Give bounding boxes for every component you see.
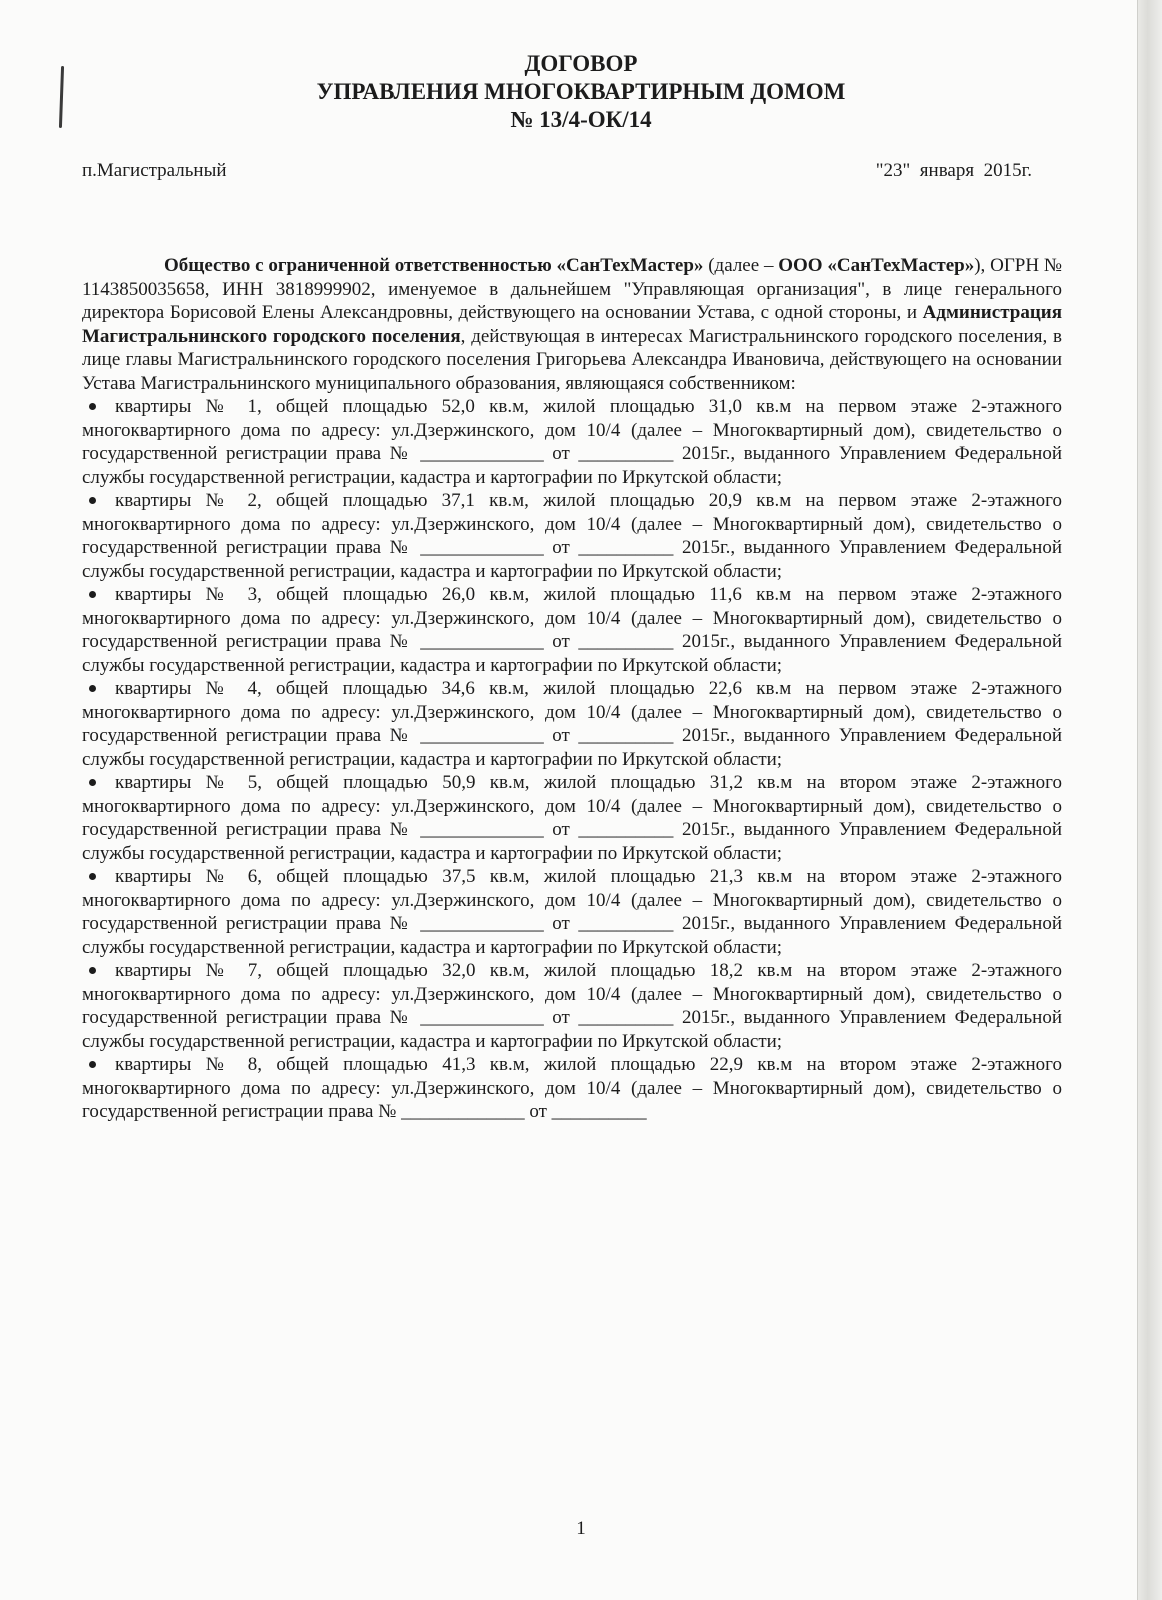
list-item bbox=[82, 865, 1062, 959]
apartment-text: квартиры № 1, общей площадью 52,0 кв.м, жилой площадью 31,0 кв.м на первом этаже 2-этажного многоквартирного дома по адресу: ул.Дзержинского, дом 10/4 (далее – Многоквартирный дом), свидетельство о государственной регистрации права № _____________ от __________ 2015г., выданного Управлением Федеральной службы государственной регистрации, кадастра и картографии по Иркутской области; bbox=[82, 396, 1062, 488]
contract-body bbox=[82, 254, 1062, 1124]
bullet-icon bbox=[89, 685, 96, 692]
apartment-text: квартиры № 7, общей площадью 32,0 кв.м, жилой площадью 18,2 кв.м на втором этаже 2-этажного многоквартирного дома по адресу: ул.Дзержинского, дом 10/4 (далее – Многоквартирный дом), свидетельство о государственной регистрации права № _____________ от __________ 2015г., выданного Управлением Федеральной службы государственной регистрации, кадастра и картографии по Иркутской области; bbox=[82, 960, 1062, 1052]
title-line: ДОГОВОР bbox=[524, 51, 638, 76]
contract-place: п.Магистральный bbox=[82, 160, 227, 181]
list-item bbox=[82, 583, 1062, 677]
list-item bbox=[82, 959, 1062, 1053]
document-title bbox=[0, 50, 1162, 134]
party1-details: ), ОГРН № 1143850035658, ИНН 3818999902, именуемое в дальнейшем "Управляющая организация", в лице генерального директора Борисовой Елены Александровны, действующего на основании Устава, с одной стороны, и bbox=[82, 255, 1062, 323]
apartment-list bbox=[82, 395, 1062, 1124]
bullet-icon bbox=[89, 591, 96, 598]
bullet-icon bbox=[89, 1061, 96, 1068]
list-item bbox=[82, 677, 1062, 771]
bullet-icon bbox=[89, 403, 96, 410]
list-item bbox=[82, 395, 1062, 489]
party1-alias: ООО «СанТехМастер» bbox=[778, 255, 975, 276]
list-item bbox=[82, 489, 1062, 583]
party1-name: Общество с ограниченной ответственностью «СанТехМастер» bbox=[164, 255, 704, 276]
bullet-icon bbox=[89, 967, 96, 974]
bullet-icon bbox=[89, 873, 96, 880]
party2-details: , действующая в интересах Магистральнинского городского поселения, в лице главы Магистральнинского городского поселения Григорьева Александра Ивановича, действующего на основании Устава Магистральнинского муниципального образования, являющаяся собственником: bbox=[82, 325, 1062, 394]
apartment-text: квартиры № 5, общей площадью 50,9 кв.м, жилой площадью 31,2 кв.м на втором этаже 2-этажного многоквартирного дома по адресу: ул.Дзержинского, дом 10/4 (далее – Многоквартирный дом), свидетельство о государственной регистрации права № _____________ от __________ 2015г., выданного Управлением Федеральной службы государственной регистрации, кадастра и картографии по Иркутской области; bbox=[82, 772, 1062, 864]
title-line: УПРАВЛЕНИЯ МНОГОКВАРТИРНЫМ ДОМОМ bbox=[316, 79, 846, 104]
intro-paragraph bbox=[82, 254, 1062, 395]
apartment-text: квартиры № 8, общей площадью 41,3 кв.м, жилой площадью 22,9 кв.м на втором этаже 2-этажного многоквартирного дома по адресу: ул.Дзержинского, дом 10/4 (далее – Многоквартирный дом), свидетельство о государственной регистрации права № _____________ от __________ bbox=[82, 1054, 1062, 1122]
list-item bbox=[82, 771, 1062, 865]
contract-date: "23" января 2015г. bbox=[875, 160, 1032, 181]
page-edge-shadow bbox=[1137, 0, 1162, 1600]
apartment-text: квартиры № 3, общей площадью 26,0 кв.м, жилой площадью 11,6 кв.м на первом этаже 2-этажного многоквартирного дома по адресу: ул.Дзержинского, дом 10/4 (далее – Многоквартирный дом), свидетельство о государственной регистрации права № _____________ от __________ 2015г., выданного Управлением Федеральной службы государственной регистрации, кадастра и картографии по Иркутской области; bbox=[82, 584, 1062, 676]
apartment-text: квартиры № 4, общей площадью 34,6 кв.м, жилой площадью 22,6 кв.м на первом этаже 2-этажного многоквартирного дома по адресу: ул.Дзержинского, дом 10/4 (далее – Многоквартирный дом), свидетельство о государственной регистрации права № _____________ от __________ 2015г., выданного Управлением Федеральной службы государственной регистрации, кадастра и картографии по Иркутской области; bbox=[82, 678, 1062, 770]
apartment-text: квартиры № 6, общей площадью 37,5 кв.м, жилой площадью 21,3 кв.м на втором этаже 2-этажного многоквартирного дома по адресу: ул.Дзержинского, дом 10/4 (далее – Многоквартирный дом), свидетельство о государственной регистрации права № _____________ от __________ 2015г., выданного Управлением Федеральной службы государственной регистрации, кадастра и картографии по Иркутской области; bbox=[82, 866, 1062, 958]
party1-alias-open: (далее – bbox=[703, 255, 779, 276]
party2-name: Администрация Магистральнинского городского поселения bbox=[82, 302, 1062, 347]
apartment-text: квартиры № 2, общей площадью 37,1 кв.м, жилой площадью 20,9 кв.м на первом этаже 2-этажного многоквартирного дома по адресу: ул.Дзержинского, дом 10/4 (далее – Многоквартирный дом), свидетельство о государственной регистрации права № _____________ от __________ 2015г., выданного Управлением Федеральной службы государственной регистрации, кадастра и картографии по Иркутской области; bbox=[82, 490, 1062, 582]
title-line: № 13/4-ОК/14 bbox=[510, 107, 652, 132]
bullet-icon bbox=[89, 779, 96, 786]
list-item bbox=[82, 1053, 1062, 1124]
page-number: 1 bbox=[576, 1518, 586, 1539]
bullet-icon bbox=[89, 497, 96, 504]
